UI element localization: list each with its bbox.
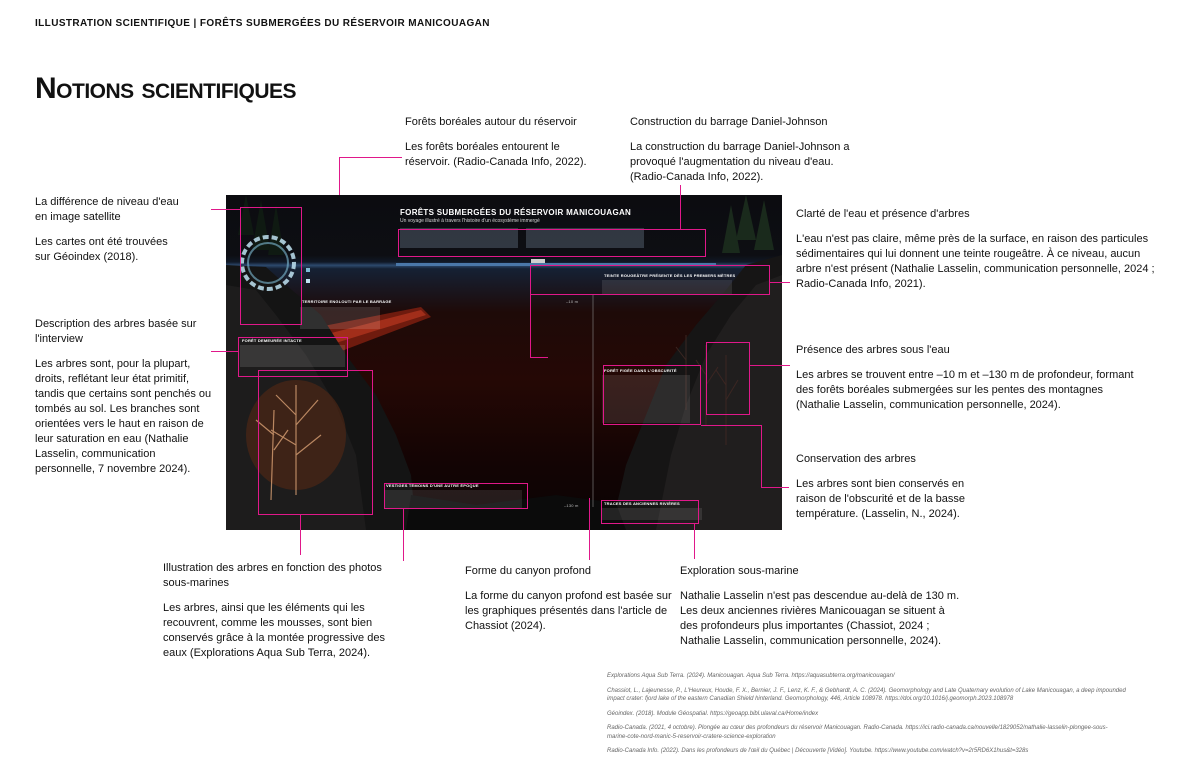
- note-interview-body: Les arbres sont, pour la plupart, droits, reflétant leur état primitif, tandis que certains sont penchés ou tombés au sol. Les branches sont orientées vers le haut en raison de leur saturation en eau (Nathalie Lasselin, communication personnelle, 7 novembre 2024).: [35, 358, 212, 475]
- illustration-subtitle: Un voyage illustré à travers l'histoire d'un écosystème immergé: [400, 218, 540, 224]
- references: [607, 672, 1127, 762]
- note-clarity-heading: Clarté de l'eau et présence d'arbres: [796, 208, 970, 220]
- note-satellite-heading: La différence de niveau d'eau en image satellite: [35, 196, 179, 223]
- connector-vestiges: [403, 509, 404, 561]
- note-conservation: [796, 452, 986, 522]
- label-frozen-forest: FORÊT FIGÉE DANS L'OBSCURITÉ: [604, 368, 677, 373]
- note-conservation-heading: Conservation des arbres: [796, 453, 916, 465]
- note-canyon: [465, 564, 675, 634]
- callout-box-photos: [258, 370, 373, 515]
- note-dam-body: La construction du barrage Daniel-Johnson a provoqué l'augmentation du niveau d'eau. (Radio-Canada Info, 2022).: [630, 141, 850, 183]
- note-photos: [163, 561, 403, 661]
- note-interview: [35, 317, 217, 477]
- connector-clarity-right: [770, 282, 790, 283]
- label-territory: TERRITOIRE ENGLOUTI PAR LE BARRAGE: [302, 299, 392, 304]
- connector-canyon: [589, 498, 590, 560]
- note-presence: [796, 343, 1141, 413]
- note-conservation-body: Les arbres sont bien conservés en raison de l'obscurité et de la basse température. (Lasselin, N., 2024).: [796, 478, 966, 520]
- connector-conservation-h: [701, 425, 761, 426]
- note-canyon-body: La forme du canyon profond est basée sur les graphiques présentés dans l'article de Chassiot (2024).: [465, 590, 672, 632]
- connector-exploration: [694, 524, 695, 559]
- note-clarity-body: L'eau n'est pas claire, même près de la surface, en raison des particules sédimentaires qui lui donnent une teinte rougeâtre. À ce niveau, aucun arbre n'est présent (Nathalie Lasselin, communication personnelle, 2024 ; Radio-Canada Info, 2021).: [796, 233, 1155, 290]
- callout-box-clarity: [530, 265, 770, 295]
- connector-conservation-v: [761, 425, 762, 487]
- note-photos-heading: Illustration des arbres en fonction des photos sous-marines: [163, 562, 382, 589]
- note-forests: [405, 115, 605, 170]
- reference-item: Explorations Aqua Sub Terra. (2024). Manicouagan. Aqua Sub Terra. https://aquasubterra.org/manicouagan/: [607, 673, 895, 679]
- callout-box-vestiges: [384, 483, 528, 509]
- note-photos-body: Les arbres, ainsi que les éléments qui les recouvrent, comme les mousses, sont bien conservés grâce à la montée progressive des eaux (Explorations Aqua Sub Terra, 2024).: [163, 602, 385, 659]
- connector-conservation-end: [761, 487, 789, 488]
- connector-photos: [300, 515, 301, 555]
- connector-clarity-v: [530, 295, 531, 358]
- note-satellite: [35, 195, 185, 265]
- label-reddish-tint: TEINTE ROUGEÂTRE PRÉSENTE DÈS LES PREMIERS MÈTRES: [604, 273, 736, 278]
- callout-box-presence: [706, 342, 750, 415]
- note-interview-heading: Description des arbres basée sur l'interview: [35, 318, 197, 345]
- connector-clarity-h: [530, 357, 548, 358]
- connector-presence: [750, 365, 790, 366]
- connector-interview: [211, 351, 238, 352]
- illustration-title: FORÊTS SUBMERGÉES DU RÉSERVOIR MANICOUAGAN: [400, 208, 632, 217]
- connector-forests-h: [339, 157, 402, 158]
- label-intact-forest: FORÊT DEMEURÉE INTACTE: [242, 338, 302, 343]
- label-old-rivers: TRACES DES ANCIENNES RIVIÈRES: [604, 501, 680, 506]
- note-forests-heading: Forêts boréales autour du réservoir: [405, 116, 577, 128]
- connector-forests-v: [339, 157, 340, 195]
- callout-box-dam: [398, 229, 706, 257]
- callout-box-satellite: [240, 207, 302, 325]
- note-exploration: [680, 564, 965, 649]
- connector-satellite: [211, 209, 241, 210]
- note-dam-heading: Construction du barrage Daniel-Johnson: [630, 116, 828, 128]
- label-vestiges: VESTIGES TÉMOINS D'UNE AUTRE ÉPOQUE: [386, 483, 479, 488]
- reference-item: Radio-Canada Info. (2022). Dans les profondeurs de l'œil du Québec | Découverte [Vidéo]. Youtube. https://www.youtube.com/watch?v=2r5RD6X1hus&t=328s: [607, 748, 1029, 754]
- note-forests-body: Les forêts boréales entourent le réservoir. (Radio-Canada Info, 2022).: [405, 141, 587, 168]
- reference-item: Chassiot, L., Lajeunesse, P., L'Heureux, Houde, F. X., Bernier, J. F., Lenz, K. F., & Gebhardt, A. C. (2024). Geomorphology and Late Quaternary evolution of Lake Manicouagan, a deep impounded impact crater: fjord lake of the eastern Canadian Shield hinterland. Geomorphology, 446, Article 108978. https://doi.org/10.1016/j.geomorph.2023.108978: [607, 687, 1126, 702]
- note-presence-heading: Présence des arbres sous l'eau: [796, 344, 950, 356]
- note-dam: [630, 115, 855, 185]
- note-exploration-heading: Exploration sous-marine: [680, 565, 799, 577]
- note-canyon-heading: Forme du canyon profond: [465, 565, 591, 577]
- note-presence-body: Les arbres se trouvent entre –10 m et –130 m de profondeur, formant des forêts boréales submergées sur les pentes des montagnes (Nathalie Lasselin, communication personnelle, 2024).: [796, 369, 1134, 411]
- page-title: Notions scientifiques: [35, 72, 297, 105]
- reference-item: Radio-Canada. (2021, 4 octobre). Plongée au cœur des profondeurs du réservoir Manicouagan. Radio-Canada. https://ici.radio-canada.ca/nouvelle/1829052/nathalie-lasselin-plongee-sous-marine-cote-nord-manic-5-reservoir-cratere-science-exploration: [607, 725, 1108, 740]
- note-satellite-body: Les cartes ont été trouvées sur Géoindex (2018).: [35, 236, 168, 263]
- reference-item: Géoindex. (2018). Module Géospatial. https://geoapp.bibl.ulaval.ca/Home/index: [607, 710, 819, 717]
- note-exploration-body: Nathalie Lasselin n'est pas descendue au-delà de 130 m. Les deux anciennes rivières Manicouagan se situent à des profondeurs plus importantes (Chassiot, 2024 ; Nathalie Lasselin, communication personnelle, 2024).: [680, 590, 960, 647]
- callout-box-conservation: [603, 365, 701, 425]
- depth-marker-130: –130 m: [564, 503, 579, 508]
- breadcrumb: ILLUSTRATION SCIENTIFIQUE | FORÊTS SUBMERGÉES DU RÉSERVOIR MANICOUAGAN: [35, 18, 490, 29]
- connector-dam: [680, 185, 681, 229]
- callout-box-rivers: [601, 500, 699, 524]
- depth-marker-10: –10 m: [566, 299, 579, 304]
- note-clarity: [796, 207, 1161, 292]
